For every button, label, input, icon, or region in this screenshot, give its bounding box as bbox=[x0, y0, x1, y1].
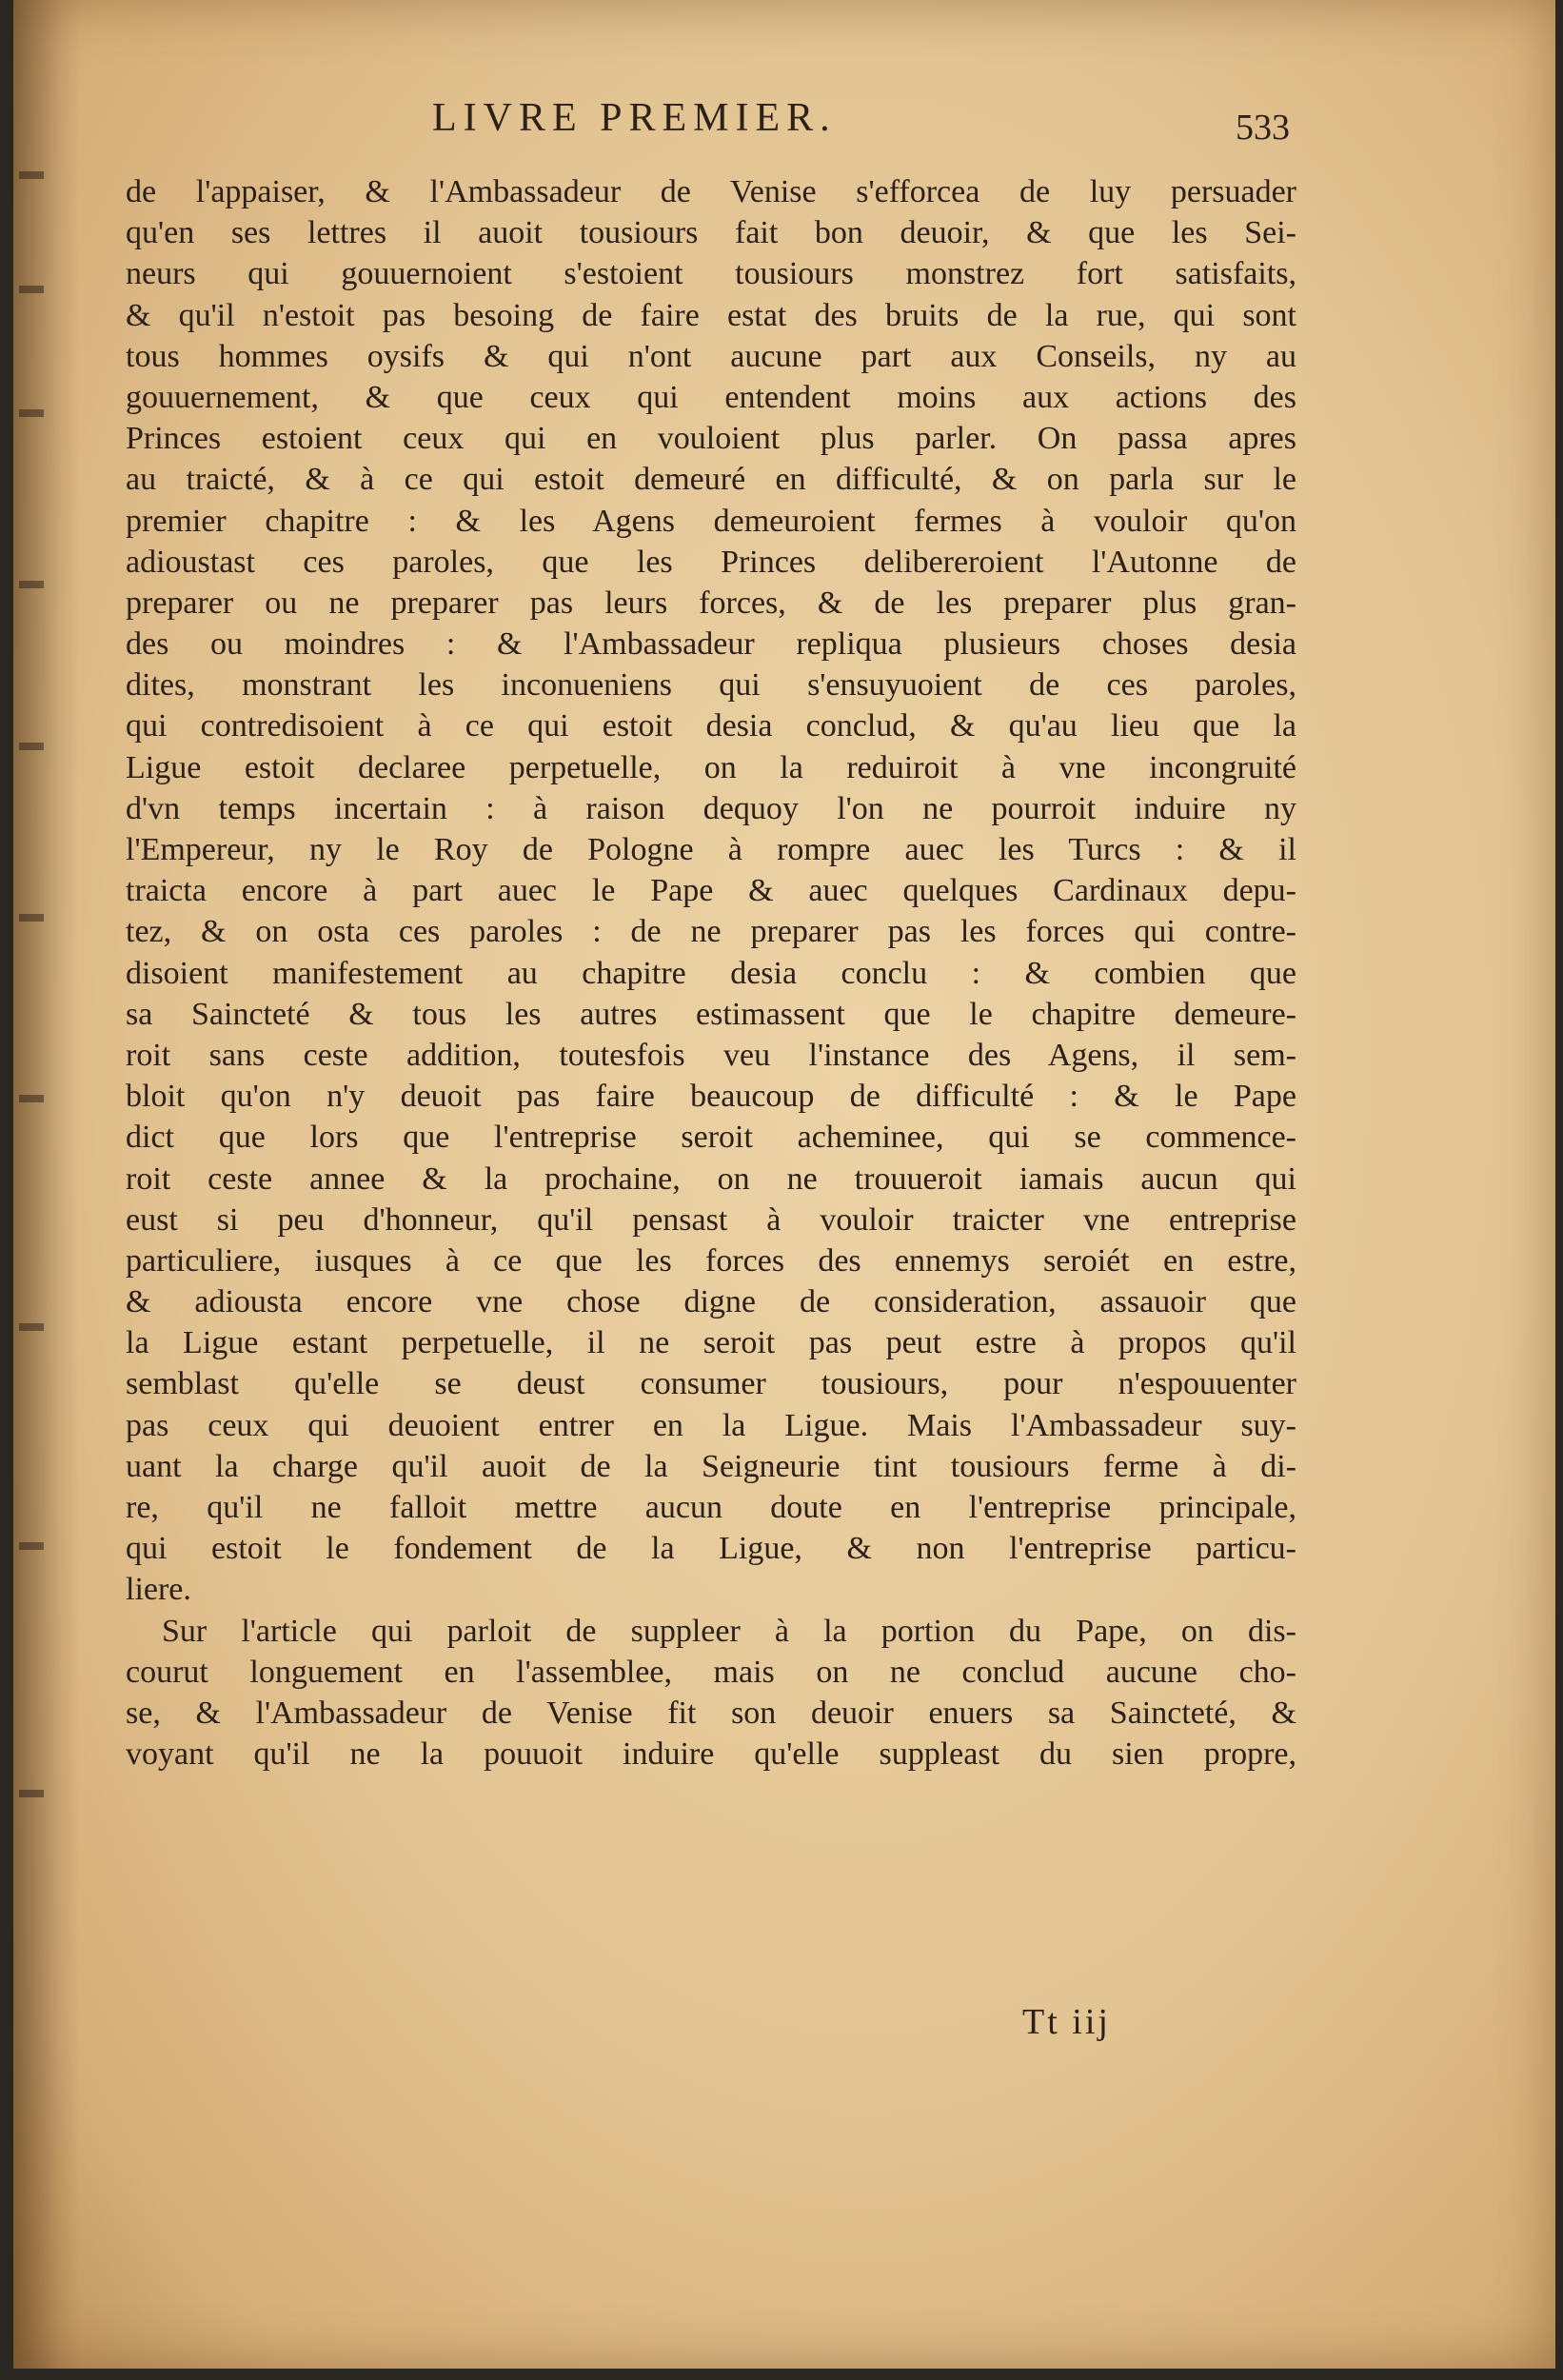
text-line: tous hommes oysifs & qui n'ont aucune part aux Conseils, ny au bbox=[126, 338, 1296, 374]
page-number: 533 bbox=[1236, 108, 1290, 148]
text-line: traicta encore à part auec le Pape & auec quelques Cardinaux depu- bbox=[126, 873, 1296, 909]
text-line: roit ceste annee & la prochaine, on ne trouueroit iamais aucun qui bbox=[126, 1160, 1296, 1197]
running-head: LIVRE PREMIER. bbox=[432, 96, 837, 140]
text-line: bloit qu'on n'y deuoit pas faire beaucoup de difficulté : & le Pape bbox=[126, 1079, 1296, 1115]
text-line: neurs qui gouuernoient s'estoient tousiours monstrez fort satisfaits, bbox=[126, 256, 1296, 292]
text-line: la Ligue estant perpetuelle, il ne seroit pas peut estre à propos qu'il bbox=[126, 1325, 1296, 1361]
text-line: & qu'il n'estoit pas besoing de faire estat des bruits de la rue, qui sont bbox=[126, 297, 1296, 333]
text-line: Ligue estoit declaree perpetuelle, on la reduiroit à vne incongruité bbox=[126, 749, 1296, 785]
text-line: se, & l'Ambassadeur de Venise fit son deuoir enuers sa Saincteté, & bbox=[126, 1695, 1296, 1731]
text-line: dites, monstrant les inconueniens qui s'ensuyuoient de ces paroles, bbox=[126, 667, 1296, 704]
paragraph-start-line: Sur l'article qui parloit de suppleer à la portion du Pape, on dis- bbox=[162, 1613, 1296, 1649]
text-line: roit sans ceste addition, toutesfois veu l'instance des Agens, il sem- bbox=[126, 1037, 1296, 1073]
gutter-bleed-mark bbox=[19, 1095, 44, 1102]
gutter-bleed-mark bbox=[19, 1542, 44, 1550]
text-line: gouuernement, & que ceux qui entendent moins aux actions des bbox=[126, 379, 1296, 415]
text-line: voyant qu'il ne la pouuoit induire qu'elle suppleast du sien propre, bbox=[126, 1736, 1296, 1773]
body-text bbox=[126, 171, 1296, 1775]
signature-mark: Tt iij bbox=[1022, 2002, 1111, 2042]
text-line: adioustast ces paroles, que les Princes delibereroient l'Autonne de bbox=[126, 544, 1296, 580]
text-line: eust si peu d'honneur, qu'il pensast à vouloir traicter vne entreprise bbox=[126, 1201, 1296, 1238]
text-line: tez, & on osta ces paroles : de ne preparer pas les forces qui contre- bbox=[126, 914, 1296, 950]
text-line: d'vn temps incertain : à raison dequoy l'on ne pourroit induire ny bbox=[126, 790, 1296, 826]
text-line: uant la charge qu'il auoit de la Seigneurie tint tousiours ferme à di- bbox=[126, 1448, 1296, 1484]
text-line: qui estoit le fondement de la Ligue, & non l'entreprise particu- bbox=[126, 1531, 1296, 1567]
text-line: particuliere, iusques à ce que les forces des ennemys seroiét en estre, bbox=[126, 1242, 1296, 1279]
text-line: premier chapitre : & les Agens demeuroient fermes à vouloir qu'on bbox=[126, 503, 1296, 539]
text-line: Princes estoient ceux qui en vouloient plus parler. On passa apres bbox=[126, 421, 1296, 457]
paragraph-end-line: liere. bbox=[126, 1572, 191, 1608]
book-page bbox=[13, 0, 1555, 2369]
text-line: preparer ou ne preparer pas leurs forces, & de les preparer plus gran- bbox=[126, 585, 1296, 621]
gutter-bleed-mark bbox=[19, 171, 44, 179]
gutter-bleed-mark bbox=[19, 914, 44, 922]
text-line: qu'en ses lettres il auoit tousiours fait bon deuoir, & que les Sei- bbox=[126, 215, 1296, 251]
text-line: des ou moindres : & l'Ambassadeur repliqua plusieurs choses desia bbox=[126, 626, 1296, 663]
page-gutter-shadow bbox=[13, 0, 80, 2369]
text-line: qui contredisoient à ce qui estoit desia conclud, & qu'au lieu que la bbox=[126, 708, 1296, 744]
text-line: au traicté, & à ce qui estoit demeuré en difficulté, & on parla sur le bbox=[126, 462, 1296, 498]
text-line: re, qu'il ne falloit mettre aucun doute en l'entreprise principale, bbox=[126, 1490, 1296, 1525]
gutter-bleed-mark bbox=[19, 1323, 44, 1331]
text-line: sa Saincteté & tous les autres estimassent que le chapitre demeure- bbox=[126, 996, 1296, 1032]
gutter-bleed-mark bbox=[19, 286, 44, 293]
text-line: pas ceux qui deuoient entrer en la Ligue. Mais l'Ambassadeur suy- bbox=[126, 1407, 1296, 1443]
gutter-bleed-mark bbox=[19, 581, 44, 588]
text-line: & adiousta encore vne chose digne de consideration, assauoir que bbox=[126, 1284, 1296, 1320]
text-line: courut longuement en l'assemblee, mais on ne conclud aucune cho- bbox=[126, 1654, 1296, 1690]
text-line: disoient manifestement au chapitre desia conclu : & combien que bbox=[126, 955, 1296, 991]
gutter-bleed-mark bbox=[19, 1790, 44, 1797]
text-line: l'Empereur, ny le Roy de Pologne à rompre auec les Turcs : & il bbox=[126, 832, 1296, 867]
text-line: de l'appaiser, & l'Ambassadeur de Venise s'efforcea de luy persuader bbox=[126, 174, 1296, 209]
text-line: dict que lors que l'entreprise seroit acheminee, qui se commence- bbox=[126, 1120, 1296, 1156]
text-line: semblast qu'elle se deust consumer tousiours, pour n'espouuenter bbox=[126, 1366, 1296, 1402]
gutter-bleed-mark bbox=[19, 409, 44, 417]
gutter-bleed-mark bbox=[19, 743, 44, 750]
